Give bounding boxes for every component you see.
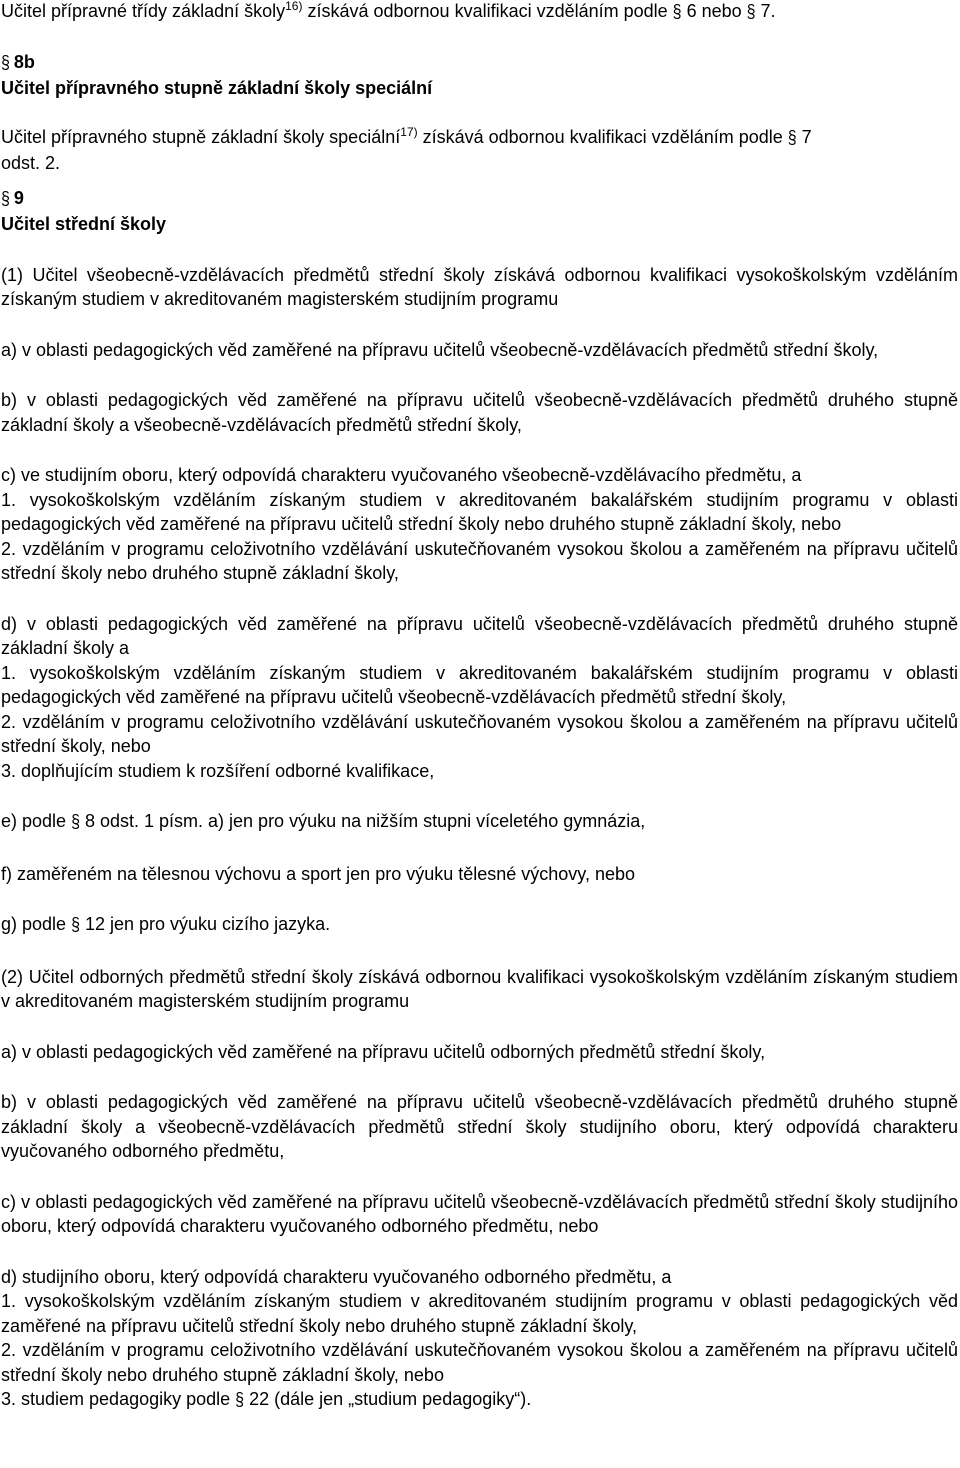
section-symbol: §	[71, 812, 80, 833]
paragraph-1-item-c-2: 2. vzděláním v programu celoživotního vzdělávání uskutečňovaném vysokou školou a zaměřeném na přípravu učitelů střední školy nebo druhého stupně základní školy,	[1, 538, 958, 583]
paragraph-1-intro: (1) Učitel všeobecně-vzdělávacích předmětů střední školy získává odbornou kvalifikaci vysokoškolským vzděláním získaným studiem v akreditovaném magisterském studijním programu	[1, 264, 958, 309]
paragraph-1-item-g: g) podle § 12 jen pro výuku cizího jazyka.	[1, 912, 958, 939]
section-ref-6[interactable]: 6 nebo	[686, 1, 747, 21]
paragraph-1-item-d-1: 1. vysokoškolským vzděláním získaným studiem v akreditovaném bakalářském studijním programu v oblasti pedagogických věd zaměřené na přípravu učitelů všeobecně-vzdělávacích předmětů střední školy,	[1, 662, 958, 707]
section-9	[1, 186, 958, 1414]
section-symbol: §	[1, 53, 10, 73]
paragraph-2-item-c: c) v oblasti pedagogických věd zaměřené na přípravu učitelů všeobecně-vzdělávacích předmětů střední školy studijního oboru, který odpovídá charakteru vyučovaného odborného předmětu, nebo	[1, 1191, 958, 1236]
paragraph-2-item-b: b) v oblasti pedagogických věd zaměřené na přípravu učitelů všeobecně-vzdělávacích předmětů druhého stupně základní školy a všeobecně-vzdělávacích předmětů střední školy studijního oboru, který odpovídá charakteru vyučovaného odborného předmětu,	[1, 1092, 958, 1161]
intro-paragraph	[1, 0, 958, 26]
paragraph-2-item-d-3: 3. studiem pedagogiky podle § 22 (dále jen „studium pedagogiky“).	[1, 1387, 958, 1414]
paragraph-1-item-e: e) podle § 8 odst. 1 písm. a) jen pro výuku na nižším stupni víceletého gymnázia,	[1, 809, 958, 836]
paragraph-1-item-d: d) v oblasti pedagogických věd zaměřené na přípravu učitelů všeobecně-vzdělávacích předmětů druhého stupně základní školy a	[1, 613, 958, 658]
section-9-title: Učitel střední školy	[1, 214, 167, 234]
section-ref-7[interactable]: 7.	[760, 1, 776, 21]
paragraph-1-item-c: c) ve studijním oboru, který odpovídá charakteru vyučovaného všeobecně-vzdělávacího předmětu, a	[1, 465, 802, 485]
section-symbol: §	[235, 1390, 245, 1411]
section-symbol: §	[1, 189, 10, 209]
footnote-16[interactable]: 16)	[285, 0, 303, 13]
section-symbol: §	[746, 2, 756, 23]
paragraph-1-item-b: b) v oblasti pedagogických věd zaměřené na přípravu učitelů všeobecně-vzdělávacích předmětů druhého stupně základní školy a všeobecně-vzdělávacích předmětů střední školy,	[1, 390, 958, 435]
paragraph-1-item-f: f) zaměřeném na tělesnou výchovu a sport jen pro výuku tělesné výchovy, nebo	[1, 863, 636, 884]
paragraph-2-intro: (2) Učitel odborných předmětů střední školy získává odbornou kvalifikaci vysokoškolským vzděláním získaným studiem v akreditovaném magisterském studijním programu	[1, 966, 958, 1011]
paragraph-2-item-d: d) studijního oboru, který odpovídá charakteru vyučovaného odborného předmětu, a	[1, 1266, 672, 1287]
section-symbol: §	[71, 915, 80, 936]
paragraph-1-item-d-3: 3. doplňujícím studiem k rozšíření odborné kvalifikace,	[1, 760, 435, 781]
section-8b-body: Učitel přípravného stupně základní školy speciální$^{17)}$ získává odbornou kvalifikaci vzděláním podle § 7 odst. 2.	[1, 124, 812, 173]
section-ref-7[interactable]: 7	[801, 126, 812, 147]
paragraph-2-item-a: a) v oblasti pedagogických věd zaměřené na přípravu učitelů odborných předmětů střední školy,	[1, 1041, 766, 1062]
intro-text: Učitel přípravné třídy základní školy	[1, 1, 286, 21]
section-ref-12[interactable]: 12 jen pro výuku cizího jazyka.	[84, 914, 331, 934]
paragraph-2-item-d-1: 1. vysokoškolským vzděláním získaným studiem v akreditovaném studijním programu v oblasti pedagogických věd zaměřené na přípravu učitelů střední školy nebo druhého stupně základní školy,	[1, 1291, 958, 1336]
section-8b-number: § 8b	[1, 50, 958, 77]
section-symbol: §	[787, 128, 797, 148]
footnote-17[interactable]: 17)	[400, 124, 418, 139]
section-9-number: § 9	[1, 186, 958, 213]
paragraph-1-item-a: a) v oblasti pedagogických věd zaměřené na přípravu učitelů všeobecně-vzdělávacích předmětů střední školy,	[1, 339, 879, 360]
paragraph-1-item-c-1: 1. vysokoškolským vzděláním získaným studiem v akreditovaném bakalářském studijním programu v oblasti pedagogických věd zaměřené na přípravu učitelů střední školy nebo druhého stupně základní školy, nebo	[1, 489, 958, 534]
section-8b-title: Učitel přípravného stupně základní školy speciální	[1, 78, 433, 98]
section-ref-8[interactable]: 8 odst. 1 písm. a) jen pro výuku na nižším stupni víceletého gymnázia,	[84, 811, 646, 831]
section-symbol: §	[672, 2, 682, 23]
section-8b	[1, 50, 958, 176]
intro-text-2: získává odbornou kvalifikaci vzděláním podle	[302, 1, 673, 21]
section-ref-22[interactable]: 22 (dále jen „studium pedagogiky“).	[249, 1389, 532, 1409]
paragraph-2-item-d-2: 2. vzděláním v programu celoživotního vzdělávání uskutečňovaném vysokou školou a zaměřeném na přípravu učitelů střední školy nebo druhého stupně základní školy, nebo	[1, 1340, 958, 1385]
paragraph-1-item-d-2: 2. vzděláním v programu celoživotního vzdělávání uskutečňovaném vysokou školou a zaměřeném na přípravu učitelů střední školy, nebo	[1, 711, 958, 756]
